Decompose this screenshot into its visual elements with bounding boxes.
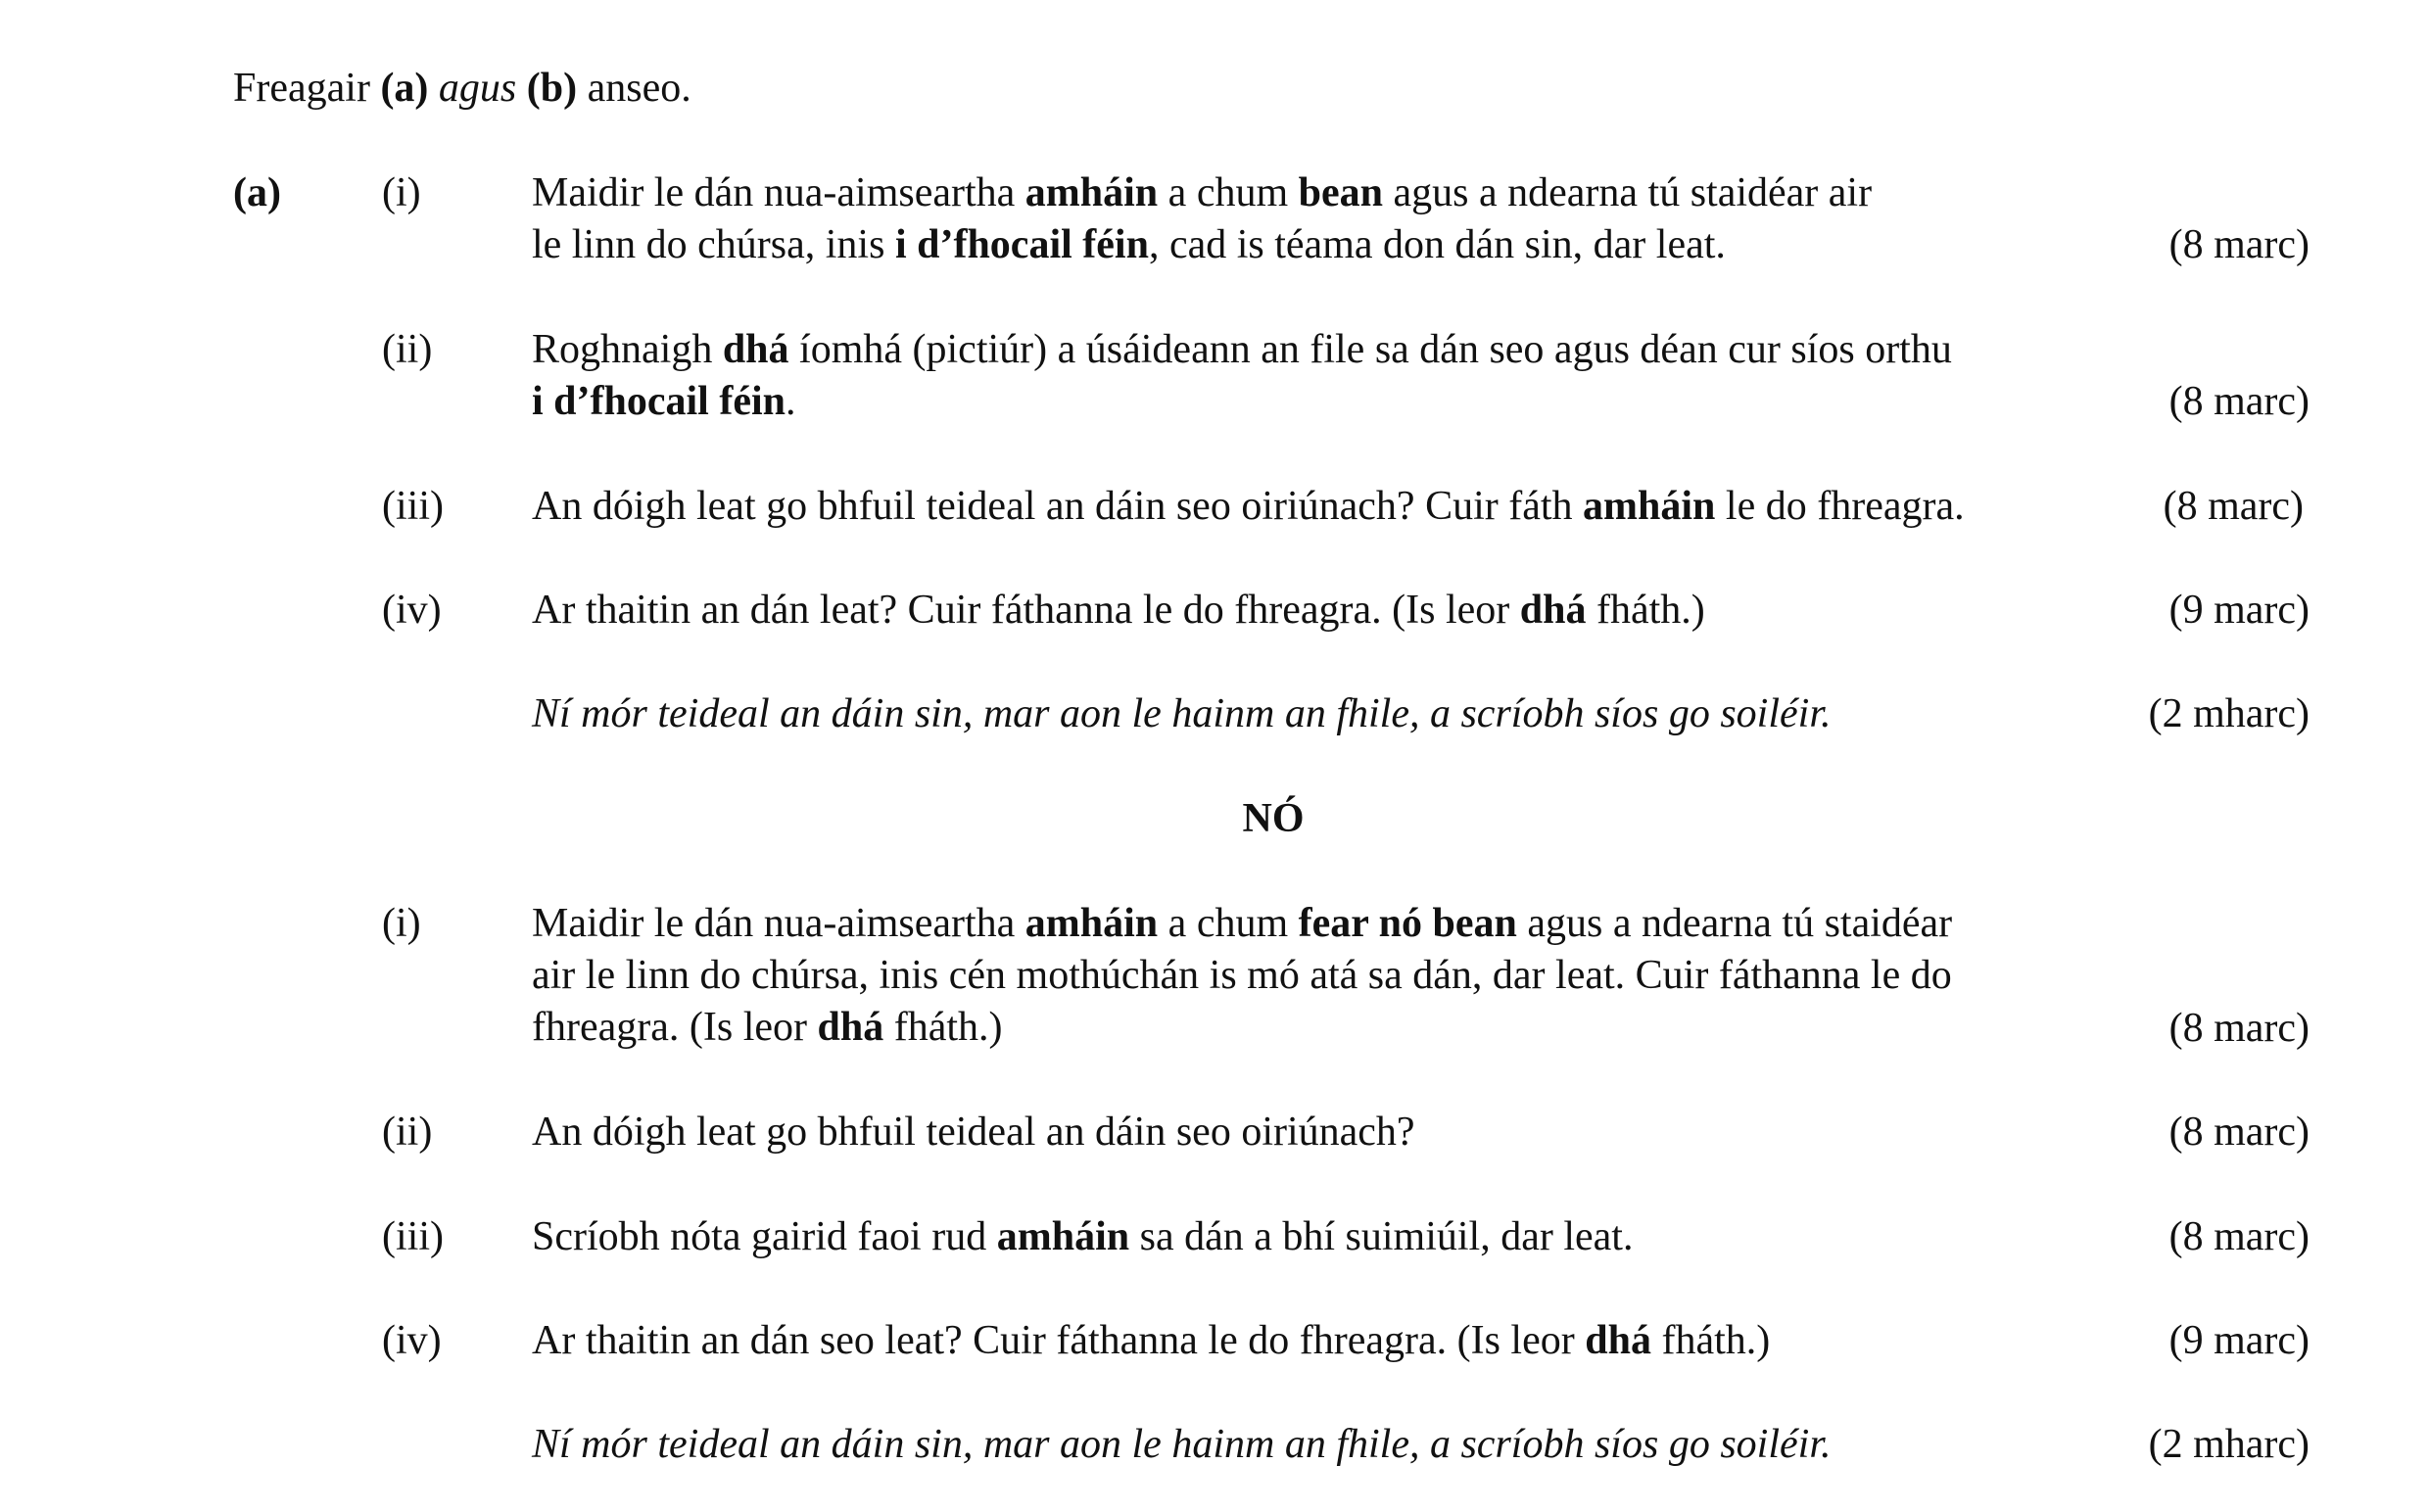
question-line: le linn do chúrsa, inis i d’fhocail féin, cad is téama don dán sin, dar leat. [532,222,1726,267]
instruction-part-b: (b) [526,66,578,111]
question-line: Ar thaitin an dán leat? Cuir fáthanna le do fhreagra. (Is leor dhá fháth.) [532,588,1705,633]
or-heading: NÓ [1242,796,1305,841]
question-text [532,585,2109,637]
question-line: An dóigh leat go bhfuil teideal an dáin seo oiriúnach? Cuir fáth amháin le do fhreagra. [532,484,1965,529]
marks-label: (2 mharc) [2148,691,2310,736]
question-text [532,481,2109,533]
question-text [532,1315,2109,1367]
marks-label: (8 marc) [2168,1006,2310,1051]
marks-label: (8 marc) [2168,1110,2310,1155]
question-line: Scríobh nóta gairid faoi rud amháin sa dán a bhí suimiúil, dar leat. [532,1214,1634,1259]
question-line: Maidir le dán nua-aimseartha amháin a chum bean agus a ndearna tú staidéar air [532,170,1873,215]
instruction-line: Freagair (a) agus (b) anseo. [233,66,691,111]
marks-label: (8 marc) [2168,1214,2310,1259]
marks-label: (9 marc) [2168,588,2310,633]
question-number: (i) [382,170,421,215]
question-line: Ar thaitin an dán seo leat? Cuir fáthanna le do fhreagra. (Is leor dhá fháth.) [532,1318,1771,1363]
question-line: i d’fhocail féin. [532,379,796,424]
question-number: (iv) [382,588,442,633]
question-line: Maidir le dán nua-aimseartha amháin a chum fear nó bean agus a ndearna tú staidéar [532,901,1953,946]
part-a-label: (a) [233,170,281,215]
marks-label: (8 marc) [2168,222,2310,267]
question-text [532,167,2109,271]
marks-label: (8 marc) [2163,484,2304,529]
question-number: (i) [382,901,421,946]
marks-label: (2 mharc) [2148,1422,2310,1467]
instruction-part-a: (a) [380,66,429,111]
question-number: (ii) [382,327,433,372]
question-line: Roghnaigh dhá íomhá (pictiúr) a úsáideann an file sa dán seo agus déan cur síos orthu [532,327,1952,372]
marks-label: (8 marc) [2168,379,2310,424]
question-number: (iii) [382,484,444,529]
question-text [532,324,2109,428]
question-text [532,1211,2109,1263]
instruction-text: Freagair [233,66,381,111]
title-note: Ní mór teideal an dáin sin, mar aon le hainm an fhile, a scríobh síos go soiléir. [532,1422,1832,1467]
question-text [532,898,2109,1054]
question-number: (iii) [382,1214,444,1259]
question-text [532,1107,2109,1158]
question-number: (ii) [382,1110,433,1155]
question-line: An dóigh leat go bhfuil teideal an dáin seo oiriúnach? [532,1110,1415,1155]
marks-label: (9 marc) [2168,1318,2310,1363]
title-note: Ní mór teideal an dáin sin, mar aon le hainm an fhile, a scríobh síos go soiléir. [532,691,1832,736]
question-line: fhreagra. (Is leor dhá fháth.) [532,1005,1003,1050]
question-line: air le linn do chúrsa, inis cén mothúchán is mó atá sa dán, dar leat. Cuir fáthanna le do [532,953,1952,998]
question-number: (iv) [382,1318,442,1363]
instruction-and: agus [438,66,517,111]
